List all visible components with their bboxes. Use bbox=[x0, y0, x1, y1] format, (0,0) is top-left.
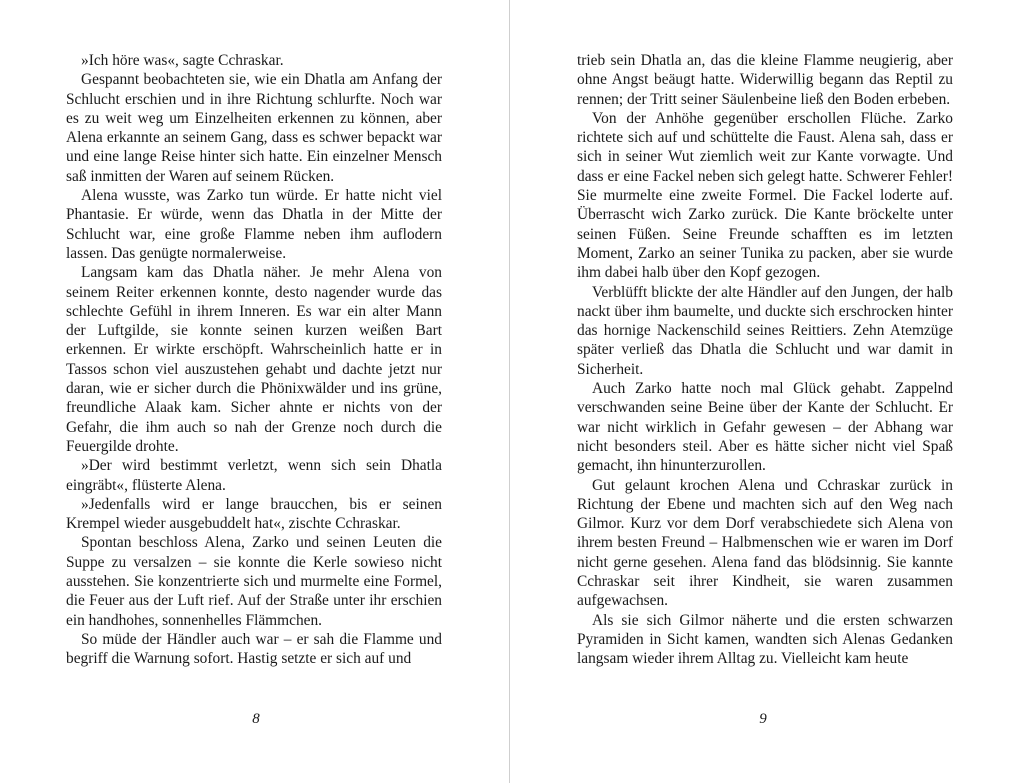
paragraph: Von der Anhöhe gegenüber erschollen Flüche. Zarko richtete sich auf und schüttelte die Faust. Alena sah, dass er sich in seiner Wut ziemlich weit zur Kante vorwagte. Und dass er eine Fackel neben sich gelegt hatte. Schwerer Fehler! Sie murmelte eine zweite Formel. Die Fackel loderte auf. Überrascht wich Zarko zurück. Die Kante bröckelte unter seinen Füßen. Seine Freunde schafften es im letzten Moment, Zarko an seiner Tunika zu packen, aber sie wurde ihm dabei halb über den Kopf gezogen. bbox=[577, 109, 953, 282]
paragraph: So müde der Händler auch war – er sah die Flamme und begriff die Warnung sofort. Hastig setzte er sich auf und bbox=[66, 630, 442, 668]
paragraph: Alena wusste, was Zarko tun würde. Er hatte nicht viel Phantasie. Er würde, wenn das Dhatla in der Mitte der Schlucht war, eine große Flamme neben ihm auflodern lassen. Das genügte normalerweise. bbox=[66, 187, 442, 262]
paragraph: Auch Zarko hatte noch mal Glück gehabt. Zappelnd verschwanden seine Beine über der Kante der Schlucht. Er war nicht wirklich in Gefahr gewesen – der Abhang war nicht besonders steil. Aber es hätte sicher nicht viel Spaß gemacht, ihn hinunterzurollen. bbox=[577, 380, 953, 475]
paragraph: Verblüfft blickte der alte Händler auf den Jungen, der halb nackt über ihm baumelte, und duckte sich erschrocken hinter das hornige Nackenschild seines Reittiers. Zehn Atemzüge später verließ das Dhatla die Schlucht und war damit in Sicherheit. bbox=[577, 283, 953, 378]
paragraph: Gespannt beobachteten sie, wie ein Dhatla am Anfang der Schlucht erschien und in ihre Richtung schlurfte. Noch war es zu weit weg um Einzelheiten erkennen zu können, aber Alena erkannte an seinem Gang, dass es schwer bepackt war und eine lange Reise hinter sich hatte. Ein einzelner Mensch saß inmitten der Waren auf seinem Rücken. bbox=[66, 71, 442, 185]
paragraph: Spontan beschloss Alena, Zarko und seinen Leuten die Suppe zu versalzen – sie konnte die Kerle sowieso nicht ausstehen. Sie konzentrierte sich und murmelte eine Formel, die Feuer aus der Luft rief. Auf der Straße unter ihr erschien ein handhohes, sonnenhelles Flämmchen. bbox=[66, 534, 442, 629]
right-page bbox=[510, 0, 1020, 783]
left-page-text bbox=[66, 51, 442, 669]
paragraph: Gut gelaunt krochen Alena und Cchraskar zurück in Richtung der Ebene und machten sich auf den Weg nach Gilmor. Kurz vor dem Dorf verabschiedete sich Alena von ihrem besten Freund – Halbmenschen wie er waren im Dorf nicht gerne gesehen. Alena fand das blödsinnig. Sie kannte Cchraskar seit ihrer Kindheit, sie waren zusammen aufgewachsen. bbox=[577, 476, 953, 610]
right-page-text bbox=[577, 51, 953, 669]
page-number-right: 9 bbox=[759, 711, 767, 727]
paragraph: trieb sein Dhatla an, das die kleine Flamme neugierig, aber ohne Angst beäugt hatte. Widerwillig begann das Reptil zu rennen; der Tritt seiner Säulenbeine ließ den Boden erbeben. bbox=[577, 52, 953, 108]
paragraph: »Der wird bestimmt verletzt, wenn sich sein Dhatla eingräbt«, flüsterte Alena. bbox=[66, 457, 442, 494]
page-number-left: 8 bbox=[252, 711, 260, 727]
paragraph: »Jedenfalls wird er lange braucchen, bis er seinen Krempel wieder ausgebuddelt hat«, zischte Cchraskar. bbox=[66, 495, 442, 533]
paragraph: Als sie sich Gilmor näherte und die ersten schwarzen Pyramiden in Sicht kamen, wandten sich Alenas Gedanken langsam wieder ihrem Alltag zu. Vielleicht kam heute bbox=[577, 611, 953, 668]
paragraph: »Ich höre was«, sagte Cchraskar. bbox=[81, 52, 284, 69]
paragraph: Langsam kam das Dhatla näher. Je mehr Alena von seinem Reiter erkennen konnte, desto nagender wurde das schlechte Gefühl in ihrem Inneren. Es war ein alter Mann der Luftgilde, sie konnte seinen kurzen weißen Bart erkennen. Er wirkte erschöpft. Wahrscheinlich hatte er in Tassos schon viel auszustehen gehabt und dachte jetzt nur daran, wie er sicher durch die Phönixwälder und ins grüne, freundliche Alaak kam. Sicher ahnte er nichts von der Gefahr, die ihm auch so nah der Grenze noch durch die Feuergilde drohte. bbox=[66, 264, 442, 455]
